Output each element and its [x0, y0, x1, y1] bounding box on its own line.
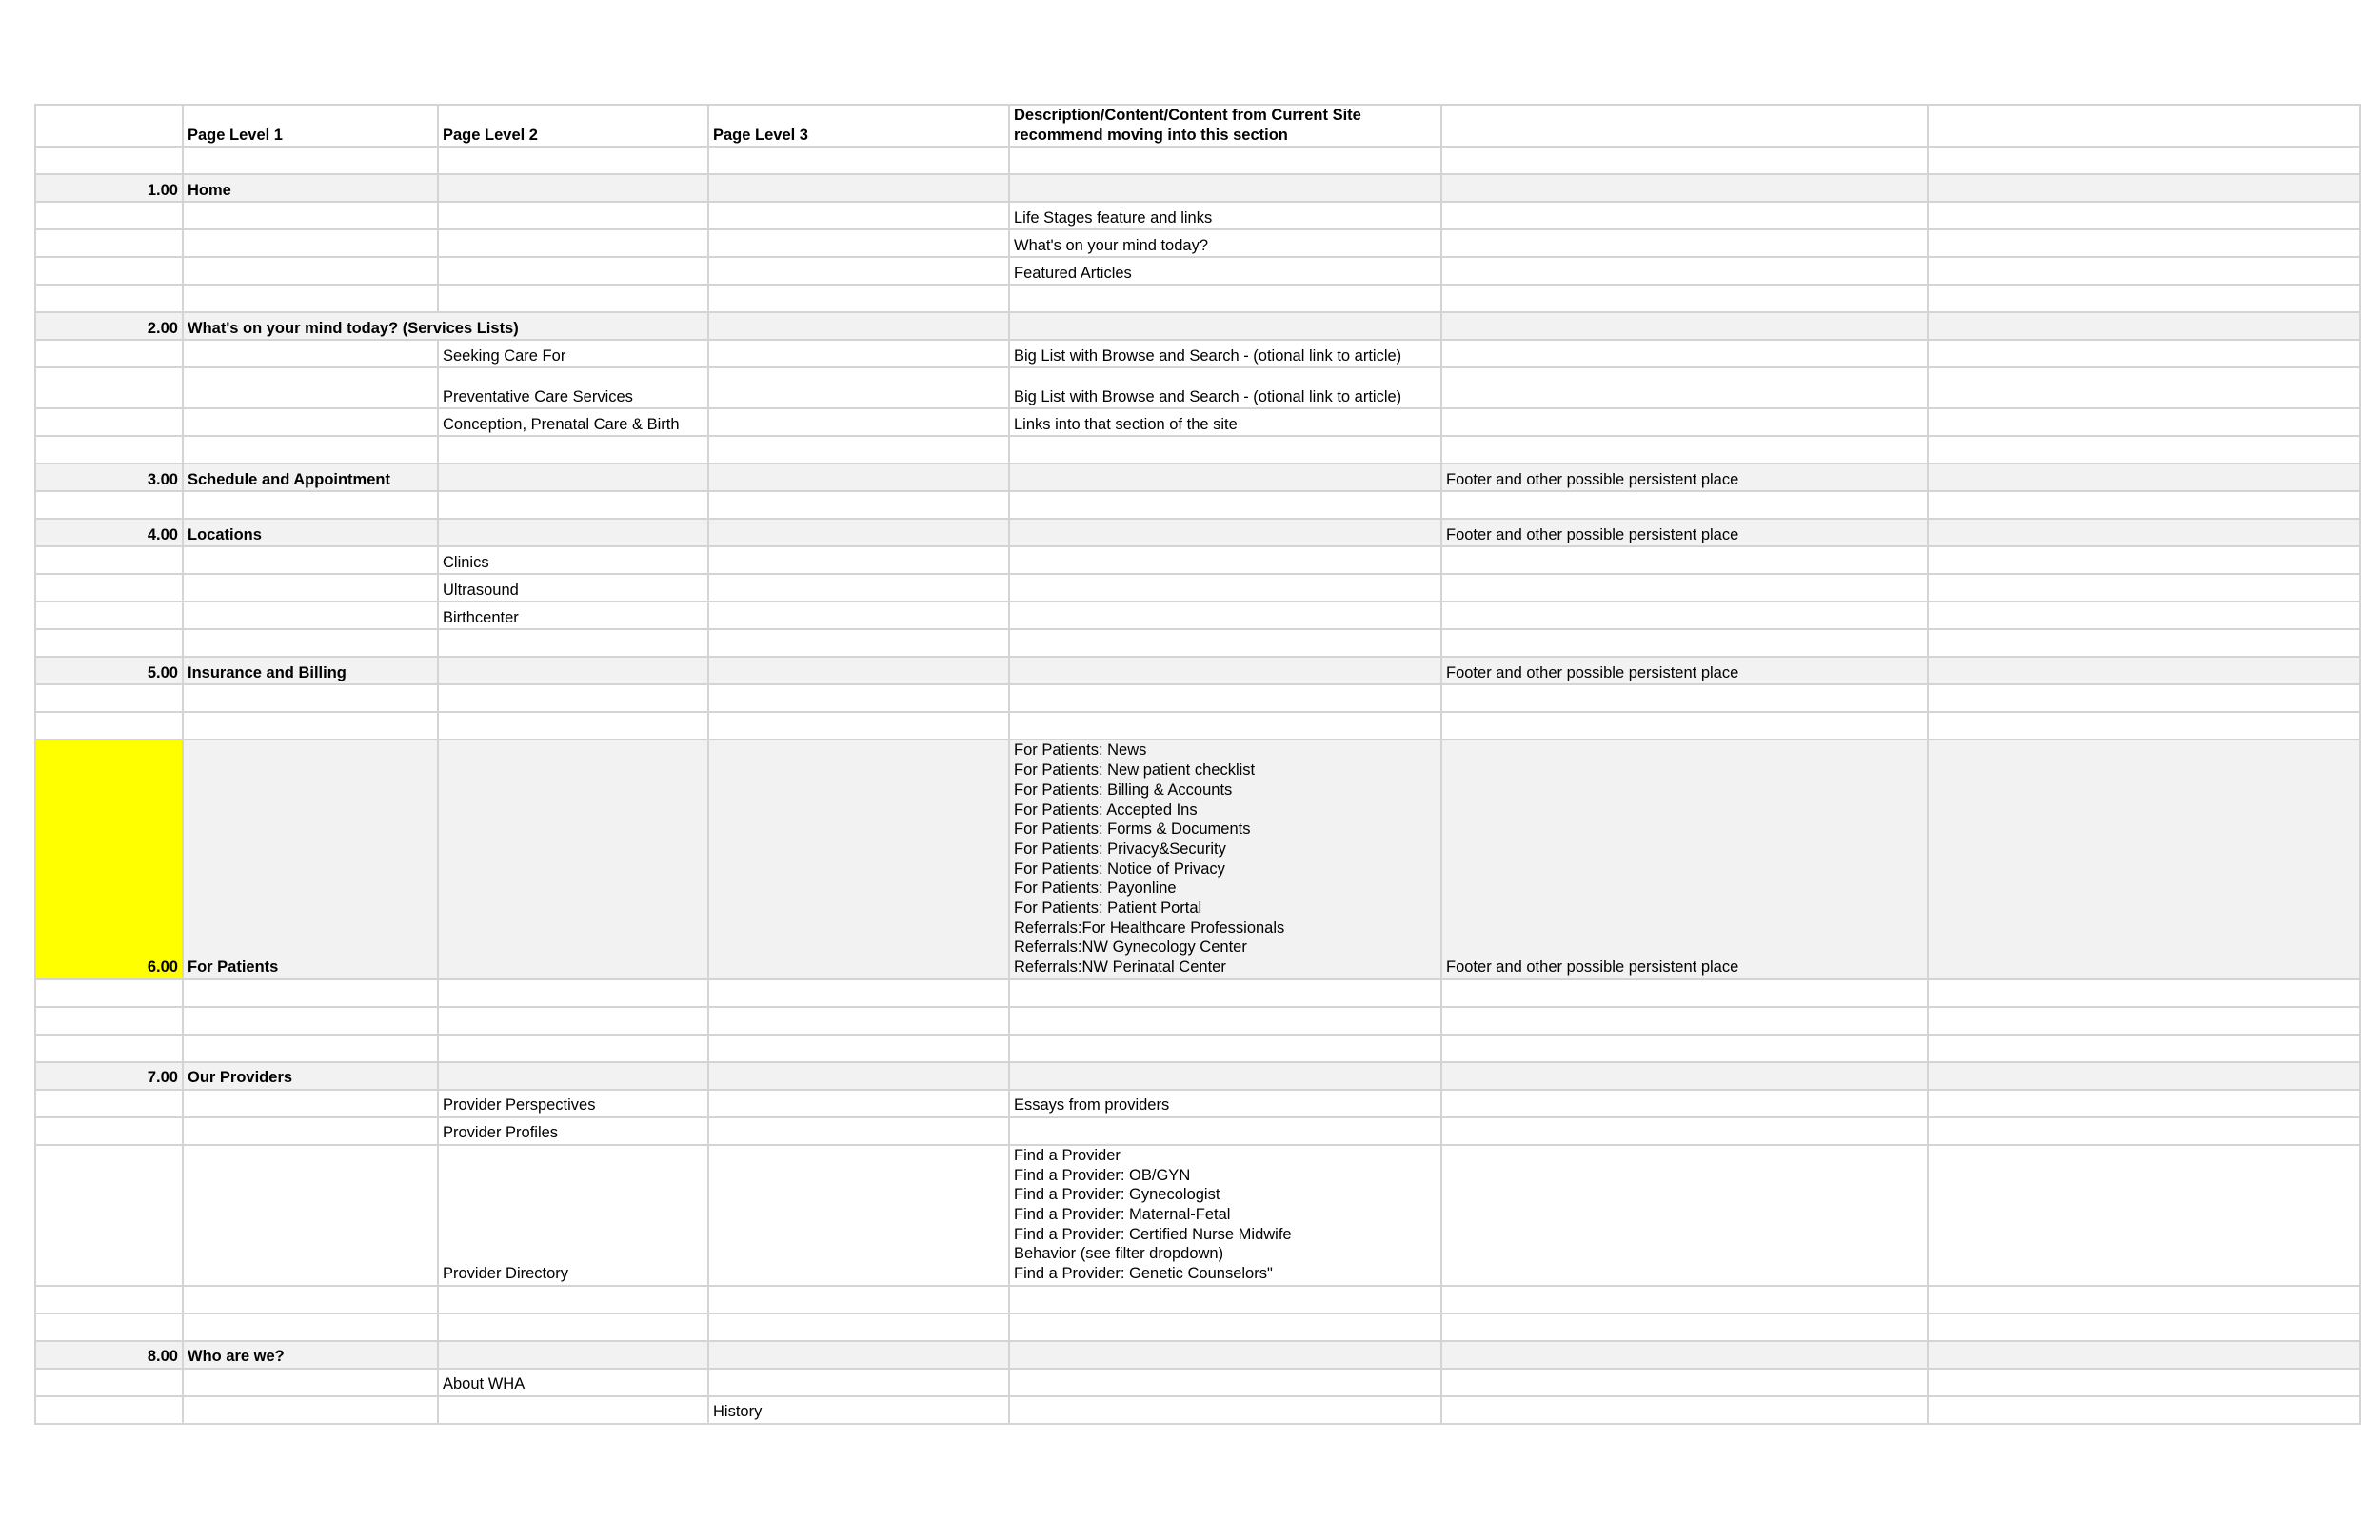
level-2-cell[interactable]: Provider Directory	[438, 1145, 708, 1286]
table-row	[35, 229, 2360, 257]
blank-row	[35, 147, 2360, 174]
header-page-level-1[interactable]: Page Level 1	[183, 105, 438, 147]
table-row	[35, 408, 2360, 436]
section-number-highlighted[interactable]: 6.00	[35, 740, 183, 978]
table-row	[35, 574, 2360, 602]
level-3-cell[interactable]: History	[708, 1396, 1009, 1424]
section-row-providers	[35, 1062, 2360, 1090]
header-description[interactable]: Description/Content/Content from Current Site recommend moving into this section	[1009, 105, 1441, 147]
section-row-insurance	[35, 657, 2360, 684]
section-row-patients	[35, 740, 2360, 978]
table-row	[35, 1369, 2360, 1396]
section-title[interactable]: Insurance and Billing	[183, 657, 438, 684]
section-row-home	[35, 174, 2360, 202]
section-number[interactable]: 2.00	[35, 312, 183, 340]
description-cell[interactable]: Essays from providers	[1009, 1090, 1441, 1117]
blank-row	[35, 1286, 2360, 1313]
table-row	[35, 1396, 2360, 1424]
description-cell[interactable]: Links into that section of the site	[1009, 408, 1441, 436]
description-cell[interactable]: Featured Articles	[1009, 257, 1441, 285]
description-cell[interactable]: What's on your mind today?	[1009, 229, 1441, 257]
blank-row	[35, 285, 2360, 312]
level-2-cell[interactable]: Birthcenter	[438, 602, 708, 629]
level-2-cell[interactable]: Provider Profiles	[438, 1117, 708, 1145]
description-cell[interactable]: Big List with Browse and Search - (otional link to article)	[1009, 367, 1441, 408]
header-page-level-2[interactable]: Page Level 2	[438, 105, 708, 147]
level-2-cell[interactable]: Ultrasound	[438, 574, 708, 602]
level-2-cell[interactable]: Conception, Prenatal Care & Birth	[438, 408, 708, 436]
note-cell[interactable]: Footer and other possible persistent place	[1441, 657, 1928, 684]
blank-row	[35, 684, 2360, 712]
blank-row	[35, 1035, 2360, 1062]
note-cell[interactable]: Footer and other possible persistent place	[1441, 464, 1928, 491]
table-row	[35, 1117, 2360, 1145]
section-title[interactable]: Who are we?	[183, 1341, 438, 1369]
blank-row	[35, 436, 2360, 464]
description-cell[interactable]: For Patients: News For Patients: New patient checklist For Patients: Billing & Accounts For Patients: Accepted Ins For Patients: Forms & Documents For Patients: Privacy&Security For Patients: Notice of Privacy For Patients: Payonline For Patients: Patient Portal Referrals:For Healthcare Professionals Referrals:NW Gynecology Center Referrals:NW Perinatal Center	[1009, 740, 1441, 978]
header-row	[35, 105, 2360, 147]
note-cell[interactable]: Footer and other possible persistent place	[1441, 519, 1928, 546]
cell[interactable]	[35, 105, 183, 147]
section-number[interactable]: 5.00	[35, 657, 183, 684]
section-title[interactable]: Locations	[183, 519, 438, 546]
section-title[interactable]: For Patients	[183, 740, 438, 978]
blank-row	[35, 629, 2360, 657]
section-title[interactable]: Our Providers	[183, 1062, 438, 1090]
section-row-schedule	[35, 464, 2360, 491]
section-title[interactable]: Home	[183, 174, 438, 202]
description-cell[interactable]: Find a Provider Find a Provider: OB/GYN Find a Provider: Gynecologist Find a Provider: Maternal-Fetal Find a Provider: Certified Nurse Midwife Behavior (see filter dropdown) Find a Provider: Genetic Counselors"	[1009, 1145, 1441, 1286]
section-number[interactable]: 4.00	[35, 519, 183, 546]
cell[interactable]	[1441, 105, 1928, 147]
blank-row	[35, 1313, 2360, 1341]
table-row	[35, 340, 2360, 367]
level-2-cell[interactable]: Seeking Care For	[438, 340, 708, 367]
section-number[interactable]: 7.00	[35, 1062, 183, 1090]
table-row	[35, 1090, 2360, 1117]
note-cell[interactable]: Footer and other possible persistent place	[1441, 740, 1928, 978]
section-number[interactable]: 3.00	[35, 464, 183, 491]
level-2-cell[interactable]: Preventative Care Services	[438, 367, 708, 408]
blank-row	[35, 491, 2360, 519]
blank-row	[35, 712, 2360, 740]
description-cell[interactable]	[1009, 1117, 1441, 1145]
section-number[interactable]: 1.00	[35, 174, 183, 202]
section-number[interactable]: 8.00	[35, 1341, 183, 1369]
table-row	[35, 546, 2360, 574]
header-page-level-3[interactable]: Page Level 3	[708, 105, 1009, 147]
description-cell[interactable]: Life Stages feature and links	[1009, 202, 1441, 229]
section-row-locations	[35, 519, 2360, 546]
table-row	[35, 202, 2360, 229]
section-title[interactable]: Schedule and Appointment	[183, 464, 438, 491]
description-cell[interactable]: Big List with Browse and Search - (otional link to article)	[1009, 340, 1441, 367]
blank-row	[35, 1007, 2360, 1035]
section-row-who	[35, 1341, 2360, 1369]
level-2-cell[interactable]: About WHA	[438, 1369, 708, 1396]
sitemap-sheet	[34, 104, 2361, 1425]
blank-row	[35, 979, 2360, 1007]
table-row	[35, 602, 2360, 629]
section-title[interactable]: What's on your mind today? (Services Lists)	[183, 312, 708, 340]
table-row	[35, 257, 2360, 285]
section-row-mind	[35, 312, 2360, 340]
cell[interactable]	[1928, 105, 2360, 147]
table-row	[35, 1145, 2360, 1286]
table-row	[35, 367, 2360, 408]
level-2-cell[interactable]: Clinics	[438, 546, 708, 574]
level-2-cell[interactable]: Provider Perspectives	[438, 1090, 708, 1117]
